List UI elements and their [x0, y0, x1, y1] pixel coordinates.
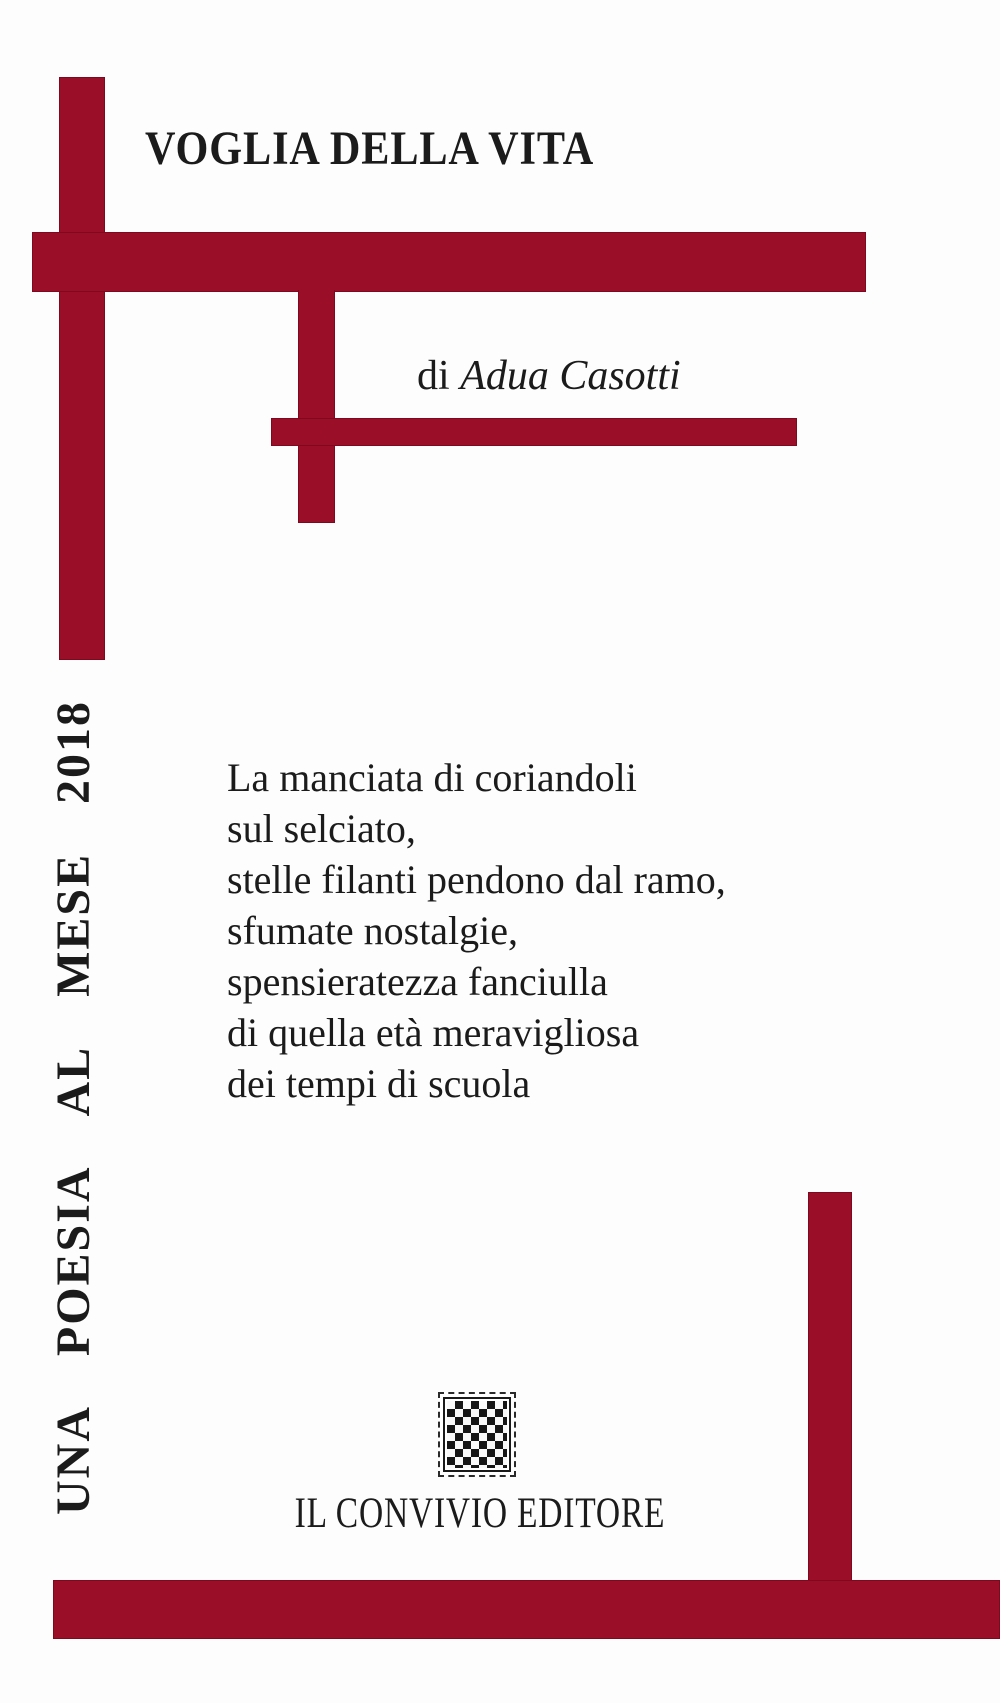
series-word: MESE — [46, 852, 100, 997]
byline-prefix: di — [417, 353, 450, 399]
checkerboard-pattern — [447, 1401, 507, 1468]
byline — [417, 352, 681, 400]
poem-line: La manciata di coriandoli — [227, 755, 637, 800]
checkerboard-stamp-icon — [438, 1392, 516, 1477]
red-bar-right-vertical — [808, 1192, 852, 1584]
poem-line: sul selciato, — [227, 806, 416, 851]
series-label-vertical — [40, 700, 106, 1515]
poem-line: dei tempi di scuola — [227, 1061, 531, 1106]
red-bar-middle-vertical — [298, 290, 335, 523]
poem-line: di quella età meravigliosa — [227, 1010, 640, 1055]
poem-line: spensieratezza fanciulla — [227, 959, 608, 1004]
series-word: 2018 — [46, 700, 100, 804]
poem-line: sfumate nostalgie, — [227, 908, 519, 953]
red-bar-top-horizontal — [32, 232, 866, 292]
poem-line: stelle filanti pendono dal ramo, — [227, 857, 726, 902]
series-word: POESIA — [46, 1165, 100, 1357]
book-title: VOGLIA DELLA VITA — [145, 122, 595, 175]
red-bar-left-vertical — [59, 77, 105, 660]
poem-text — [227, 752, 726, 1109]
stamp-inner-border — [443, 1397, 511, 1472]
author-name: Adua Casotti — [460, 353, 681, 399]
series-word: AL — [46, 1045, 100, 1117]
red-bar-bottom-horizontal — [53, 1580, 1000, 1639]
publisher-name: IL CONVIVIO EDITORE — [294, 1490, 666, 1537]
series-word: UNA — [46, 1405, 100, 1515]
red-bar-mid-horizontal — [271, 418, 797, 446]
